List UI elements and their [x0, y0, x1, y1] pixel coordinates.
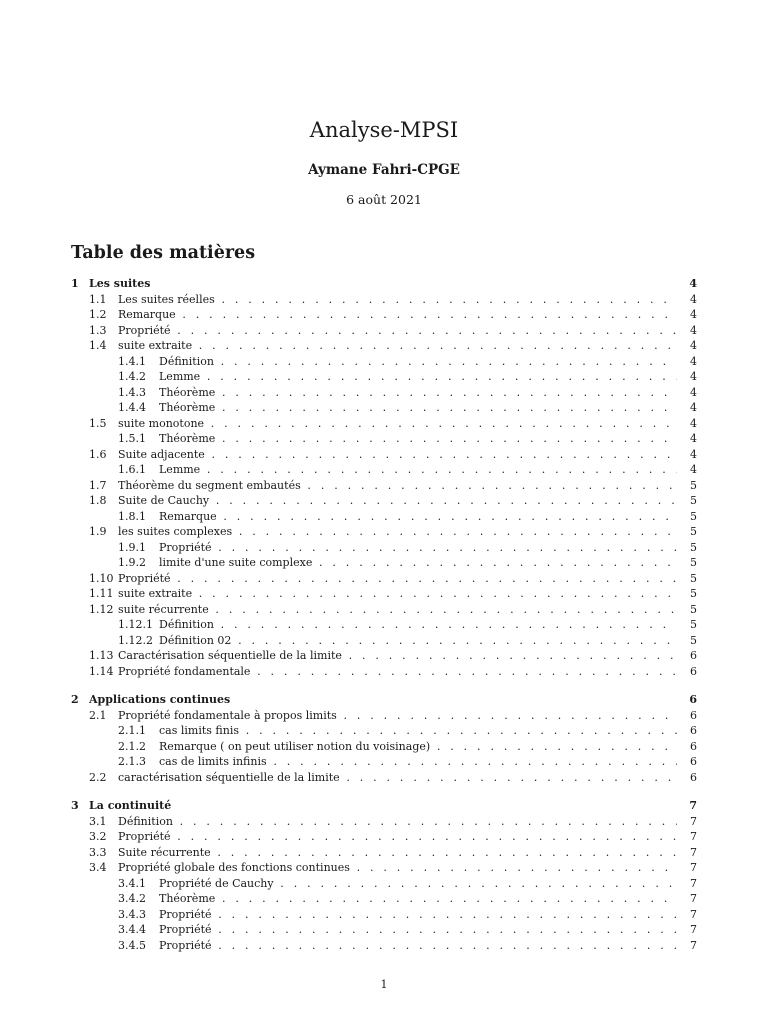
toc-entry-label: Suite de Cauchy . . .	[118, 493, 677, 509]
toc-entry-number: 2	[71, 693, 79, 706]
toc-entry-page: 7	[690, 938, 697, 952]
toc-entry-label: suite extraite . . .	[118, 338, 677, 354]
toc-entry-number: 3.3	[89, 845, 107, 859]
toc-entry-number: 1.6	[89, 447, 107, 461]
toc-entry-page: 4	[690, 447, 697, 461]
toc-entry-label: Propriété . . .	[159, 540, 677, 556]
toc-entry[interactable]	[71, 922, 697, 938]
toc-entry-page: 6	[690, 664, 697, 678]
toc-entry[interactable]	[71, 509, 697, 525]
toc-entry-page: 6	[690, 770, 697, 784]
toc-entry-number: 1.12	[89, 602, 114, 616]
toc-entry[interactable]	[71, 447, 697, 463]
toc-entry-label: Remarque . . .	[118, 307, 677, 323]
toc-entry-number: 1.4.3	[118, 385, 146, 399]
toc-entry-label: Propriété globale des fonctions continues . . .	[118, 860, 677, 876]
toc-entry-number: 3.4	[89, 861, 107, 874]
toc-entry[interactable]	[71, 617, 697, 633]
toc-entry-page: 4	[690, 339, 697, 352]
toc-entry-page: 5	[690, 540, 697, 554]
toc-entry-label: Théorème . . .	[159, 891, 677, 907]
toc-entry-number: 1.4.4	[118, 401, 146, 414]
document-date: 6 août 2021	[346, 192, 422, 207]
toc-entry[interactable]	[71, 400, 697, 416]
toc-entry[interactable]	[71, 338, 697, 354]
toc-entry[interactable]	[71, 829, 697, 845]
toc-entry-label: suite monotone . . .	[118, 416, 677, 432]
toc-entry-label: Définition . . .	[159, 617, 677, 633]
toc-entry-number: 1.12.1	[118, 618, 153, 631]
toc-entry-page: 7	[690, 830, 697, 843]
toc-entry-page: 7	[690, 907, 697, 921]
toc-entry-label: caractérisation séquentielle de la limite . . .	[118, 770, 677, 786]
toc-entry-label: Théorème du segment embautés . . .	[118, 478, 677, 494]
toc-entry-page: 7	[690, 892, 697, 905]
toc-entry-number: 1.9.2	[118, 556, 146, 569]
toc-entry-number: 1.4	[89, 339, 107, 352]
toc-entry-page: 5	[690, 571, 697, 585]
toc-entry[interactable]	[71, 938, 697, 954]
toc-entry-page: 6	[690, 739, 697, 753]
toc-entry-page: 5	[690, 509, 697, 523]
toc-entry[interactable]	[71, 416, 697, 432]
toc-entry-number: 1.10	[89, 571, 114, 585]
toc-entry[interactable]	[71, 814, 697, 830]
toc-entry-label: Les suites	[89, 277, 151, 290]
toc-entry[interactable]	[71, 723, 697, 739]
toc-entry-label: Théorème . . .	[159, 385, 677, 401]
toc-entry-label: Propriété fondamentale . . .	[118, 664, 677, 680]
toc-entry-page: 5	[690, 525, 697, 538]
toc-entry-page: 4	[690, 308, 697, 321]
toc-entry-number: 3.2	[89, 830, 107, 843]
toc-entry-label: Définition 02 . . .	[159, 633, 677, 649]
toc-entry-number: 1.14	[89, 664, 114, 678]
toc-entry-number: 3.4.2	[118, 892, 146, 905]
toc-entry-number: 1.7	[89, 478, 107, 492]
toc-entry-number: 1.5.1	[118, 432, 146, 445]
toc-entry[interactable]	[71, 648, 697, 664]
toc-entry-number: 3.1	[89, 814, 107, 828]
toc-entry-number: 3.4.1	[118, 876, 146, 890]
toc-entry-page: 4	[690, 354, 697, 368]
table-of-contents	[71, 276, 697, 953]
toc-entry-label: Propriété . . .	[118, 571, 677, 587]
toc-entry-label: Caractérisation séquentielle de la limite . . .	[118, 648, 677, 664]
toc-entry[interactable]	[71, 571, 697, 587]
toc-entry-number: 2.1.2	[118, 739, 146, 753]
toc-entry[interactable]	[71, 754, 697, 770]
toc-entry-page: 4	[689, 277, 697, 290]
toc-entry-page: 5	[690, 478, 697, 492]
toc-entry[interactable]	[71, 555, 697, 571]
toc-entry-label: Les suites réelles . . .	[118, 292, 677, 308]
toc-entry-label: suite extraite . . .	[118, 586, 677, 602]
toc-entry-label: Applications continues	[89, 693, 231, 706]
toc-entry-page: 7	[689, 799, 697, 812]
toc-entry-label: Propriété fondamentale à propos limits . . .	[118, 708, 677, 724]
toc-entry[interactable]	[71, 478, 697, 494]
toc-entry-number: 2.1.1	[118, 724, 146, 737]
toc-entry-page: 4	[690, 432, 697, 445]
toc-entry-label: cas limits finis . . .	[159, 723, 677, 739]
document-title: Analyse-MPSI	[309, 118, 459, 142]
toc-entry-page: 4	[690, 416, 697, 430]
toc-entry-number: 1.5	[89, 416, 107, 430]
toc-entry[interactable]	[71, 276, 697, 292]
toc-entry[interactable]	[71, 770, 697, 786]
toc-entry-page: 5	[690, 618, 697, 631]
toc-entry[interactable]	[71, 586, 697, 602]
toc-entry-number: 1.13	[89, 649, 114, 662]
toc-entry-page: 6	[690, 755, 697, 768]
toc-entry[interactable]	[71, 708, 697, 724]
title-block	[0, 118, 768, 207]
toc-entry-number: 1.8.1	[118, 509, 146, 523]
toc-entry-label: Propriété de Cauchy . . .	[159, 876, 677, 892]
toc-entry[interactable]	[71, 845, 697, 861]
toc-entry-page: 7	[690, 876, 697, 890]
toc-entry-label: Propriété . . .	[118, 829, 677, 845]
toc-entry-page: 6	[690, 708, 697, 722]
toc-entry-page: 4	[690, 385, 697, 399]
toc-entry[interactable]	[71, 692, 697, 708]
toc-entry-number: 1.12.2	[118, 633, 153, 647]
toc-entry-page: 7	[690, 923, 697, 936]
toc-entry-label: Remarque ( on peut utiliser notion du voisinage) . . .	[159, 739, 677, 755]
toc-entry-page: 6	[689, 693, 697, 706]
toc-entry-number: 1.8	[89, 494, 107, 507]
toc-entry-label: Suite récurrente . . .	[118, 845, 677, 861]
toc-entry[interactable]	[71, 292, 697, 308]
toc-entry[interactable]	[71, 307, 697, 323]
toc-entry-number: 1.1	[89, 292, 107, 306]
toc-entry-number: 1.9.1	[118, 540, 146, 554]
toc-entry-page: 4	[690, 323, 697, 337]
toc-entry-page: 6	[690, 724, 697, 737]
toc-entry-label: Théorème . . .	[159, 431, 677, 447]
toc-entry[interactable]	[71, 462, 697, 478]
toc-entry[interactable]	[71, 633, 697, 649]
toc-entry-label: Suite adjacente . . .	[118, 447, 677, 463]
toc-heading: Table des matières	[71, 243, 256, 263]
toc-entry-number: 3	[71, 799, 79, 812]
toc-entry-number: 3.4.3	[118, 907, 146, 921]
toc-entry-label: Définition . . .	[118, 814, 677, 830]
page-number: 1	[380, 978, 388, 991]
toc-entry-label: Propriété . . .	[159, 938, 677, 954]
toc-entry-page: 4	[690, 370, 697, 383]
toc-entry-page: 5	[690, 633, 697, 647]
toc-entry-label: les suites complexes . . .	[118, 524, 677, 540]
toc-entry[interactable]	[71, 876, 697, 892]
toc-entry[interactable]	[71, 891, 697, 907]
toc-entry[interactable]	[71, 354, 697, 370]
toc-entry[interactable]	[71, 524, 697, 540]
toc-entry-page: 7	[690, 814, 697, 828]
toc-entry-label: limite d'une suite complexe . . .	[159, 555, 677, 571]
toc-entry-page: 5	[690, 602, 697, 616]
toc-entry-number: 2.1	[89, 708, 107, 722]
toc-entry-label: Remarque . . .	[159, 509, 677, 525]
toc-entry[interactable]	[71, 602, 697, 618]
document-author: Aymane Fahri-CPGE	[308, 162, 460, 178]
toc-entry[interactable]	[71, 798, 697, 814]
toc-entry-number: 1.11	[89, 587, 114, 600]
toc-entry[interactable]	[71, 540, 697, 556]
toc-entry[interactable]	[71, 664, 697, 680]
toc-entry-number: 2.2	[89, 770, 107, 784]
toc-entry-number: 2.1.3	[118, 755, 146, 768]
toc-entry[interactable]	[71, 860, 697, 876]
toc-entry-page: 7	[690, 861, 697, 874]
toc-entry-label: Propriété . . .	[118, 323, 677, 339]
toc-entry-number: 3.4.4	[118, 923, 146, 936]
toc-entry[interactable]	[71, 385, 697, 401]
toc-entry-page: 5	[690, 494, 697, 507]
toc-entry-page: 4	[690, 463, 697, 476]
toc-entry[interactable]	[71, 907, 697, 923]
toc-entry-page: 5	[690, 587, 697, 600]
toc-entry-number: 1.4.2	[118, 370, 146, 383]
toc-entry[interactable]	[71, 739, 697, 755]
toc-entry-label: Définition . . .	[159, 354, 677, 370]
toc-entry-label: suite récurrente . . .	[118, 602, 677, 618]
toc-entry-number: 1	[71, 277, 79, 290]
toc-entry-label: cas de limits infinis . . .	[159, 754, 677, 770]
toc-entry-number: 1.2	[89, 308, 107, 321]
toc-entry[interactable]	[71, 369, 697, 385]
toc-entry-number: 1.6.1	[118, 463, 146, 476]
toc-entry-number: 3.4.5	[118, 938, 146, 952]
toc-entry[interactable]	[71, 493, 697, 509]
toc-entry-page: 4	[690, 292, 697, 306]
toc-entry-page: 4	[690, 401, 697, 414]
toc-entry-page: 6	[690, 649, 697, 662]
toc-entry-label: Propriété . . .	[159, 907, 677, 923]
toc-entry-number: 1.9	[89, 525, 107, 538]
toc-entry-page: 7	[690, 845, 697, 859]
toc-entry[interactable]	[71, 323, 697, 339]
toc-entry-label: Lemme . . .	[159, 462, 677, 478]
toc-entry-label: Propriété . . .	[159, 922, 677, 938]
toc-entry-label: Théorème . . .	[159, 400, 677, 416]
toc-entry-number: 1.4.1	[118, 354, 146, 368]
toc-entry-number: 1.3	[89, 323, 107, 337]
toc-entry-page: 5	[690, 556, 697, 569]
toc-entry-label: Lemme . . .	[159, 369, 677, 385]
toc-entry[interactable]	[71, 431, 697, 447]
toc-entry-label: La continuité	[89, 799, 172, 812]
